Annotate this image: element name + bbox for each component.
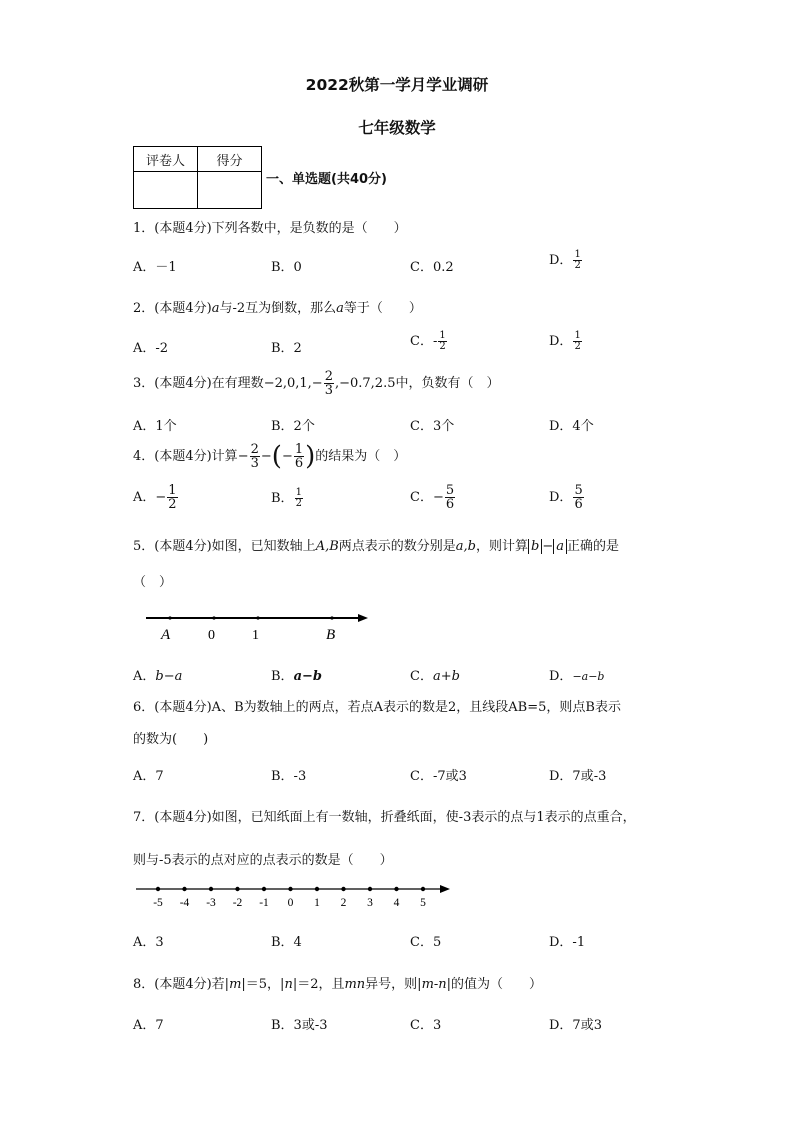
q4-option-c[interactable]: C．− $\frac{5}{6}$ <box>410 483 455 512</box>
label-a: A <box>161 627 171 643</box>
fraction: $\frac{5}{6}$ <box>445 483 455 512</box>
fraction: $\frac{1}{2}$ <box>168 483 177 512</box>
q5-option-a[interactable]: A．b−a <box>133 669 183 684</box>
q8-option-d[interactable]: D．7或3 <box>549 1018 602 1033</box>
tick-label: 0 <box>287 897 294 909</box>
question-8: 8．(本题4分)若|m|＝5，|n|＝2，且mn异号，则|m-n|的值为（ ） <box>133 977 543 992</box>
tick-label: -5 <box>153 897 163 909</box>
q7-option-c[interactable]: C．5 <box>410 935 442 950</box>
question-5-line2: （ ） <box>133 575 173 590</box>
axis-arrow-icon <box>358 614 368 622</box>
fraction: $\frac{1}{2}$ <box>439 330 446 352</box>
q8-option-b[interactable]: B．3或-3 <box>271 1018 328 1033</box>
q8-option-a[interactable]: A．7 <box>133 1018 164 1033</box>
label-b: B <box>326 627 336 643</box>
axis-arrow-icon <box>440 885 450 893</box>
number-line-q5 <box>140 604 380 644</box>
q2-option-d[interactable]: D． $\frac{1}{2}$ <box>549 330 581 352</box>
question-6: 6．(本题4分)A、B为数轴上的两点，若点A表示的数是2，且线段AB=5，则点B表示 <box>133 700 621 715</box>
q3-option-a[interactable]: A．1个 <box>133 419 177 434</box>
q5-option-b[interactable]: B．a−b <box>271 669 322 684</box>
tick-point <box>341 887 345 891</box>
fraction: $\frac{1}{6}$ <box>294 442 304 471</box>
tick-point-0 <box>212 616 215 619</box>
tick-label: 2 <box>340 897 347 909</box>
q1-option-c[interactable]: C．0.2 <box>410 260 454 275</box>
tick-point <box>156 887 160 891</box>
fraction: $\frac{1}{2}$ <box>295 487 302 509</box>
question-2: 2．(本题4分)a与-2互为倒数，那么a等于（ ） <box>133 301 422 316</box>
tick-label: 5 <box>420 897 426 909</box>
tick-point-b <box>330 616 333 619</box>
question-4: 4．(本题4分)计算− $\frac{2}{3}$ −(− $\frac{1}{6}$ )的结果为（ ） <box>133 441 407 472</box>
fraction: $\frac{5}{6}$ <box>574 483 583 512</box>
tick-point <box>235 887 239 891</box>
q6-option-d[interactable]: D．7或-3 <box>549 769 607 784</box>
tick-point <box>315 887 319 891</box>
q4-option-b[interactable]: B． $\frac{1}{2}$ <box>271 487 302 509</box>
question-5: 5．(本题4分)如图，已知数轴上A,B两点表示的数分别是a,b，则计算 b − a 正确的是 <box>133 539 620 554</box>
fraction: $\frac{2}{3}$ <box>324 369 333 398</box>
fraction: $\frac{1}{2}$ <box>574 249 581 271</box>
question-7-line2: 则与-5表示的点对应的点表示的数是（ ） <box>133 853 393 868</box>
tick-label: 1 <box>314 897 320 909</box>
score-table <box>133 146 262 209</box>
tick-label: -2 <box>232 897 243 909</box>
tick-group <box>153 887 426 909</box>
q5-option-c[interactable]: C．a+b <box>410 669 460 684</box>
q7-option-a[interactable]: A．3 <box>133 935 164 950</box>
q1-option-b[interactable]: B．0 <box>271 260 302 275</box>
q4-option-a[interactable]: A．− $\frac{1}{2}$ <box>133 483 177 512</box>
q1-option-d[interactable]: D． $\frac{1}{2}$ <box>549 249 581 271</box>
q7-option-b[interactable]: B．4 <box>271 935 302 950</box>
tick-point-a <box>168 616 171 619</box>
q6-option-c[interactable]: C．-7或3 <box>410 769 467 784</box>
number-line-q7 <box>134 880 456 910</box>
q8-option-c[interactable]: C．3 <box>410 1018 442 1033</box>
score-table-grader-cell[interactable] <box>134 172 198 209</box>
q2-option-a[interactable]: A．-2 <box>133 341 169 356</box>
tick-label: 4 <box>393 897 400 909</box>
q6-option-b[interactable]: B．-3 <box>271 769 307 784</box>
page-title: 2022秋第一学月学业调研 <box>305 76 489 94</box>
question-1: 1．(本题4分)下列各数中，是负数的是（ ） <box>133 221 407 236</box>
question-3: 3．(本题4分)在有理数−2,0,1,− $\frac{2}{3}$ ,−0.7,2.5中，负数有（ ） <box>133 369 500 398</box>
label-0: 0 <box>208 628 215 643</box>
label-1: 1 <box>252 628 259 643</box>
tick-point <box>368 887 372 891</box>
tick-label: -4 <box>179 897 190 909</box>
tick-point <box>262 887 266 891</box>
tick-point <box>209 887 213 891</box>
q1-option-a[interactable]: A．－1 <box>133 260 177 275</box>
q7-option-d[interactable]: D．-1 <box>549 935 586 950</box>
score-table-score-header: 得分 <box>198 147 262 172</box>
q4-option-d[interactable]: D． $\frac{5}{6}$ <box>549 483 583 512</box>
fraction: $\frac{1}{2}$ <box>574 330 581 352</box>
question-6-line2: 的数为( ) <box>133 732 209 747</box>
tick-point <box>288 887 292 891</box>
q3-option-c[interactable]: C．3个 <box>410 419 455 434</box>
tick-point-1 <box>256 616 259 619</box>
tick-point <box>182 887 186 891</box>
tick-label: -3 <box>206 897 216 909</box>
q3-option-b[interactable]: B．2个 <box>271 419 315 434</box>
tick-label: -1 <box>259 897 269 909</box>
question-7: 7．(本题4分)如图，已知纸面上有一数轴，折叠纸面，使-3表示的点与1表示的点重合， <box>133 810 636 825</box>
score-table-score-cell[interactable] <box>198 172 262 209</box>
tick-point <box>421 887 425 891</box>
q3-option-d[interactable]: D．4个 <box>549 419 594 434</box>
fraction: $\frac{2}{3}$ <box>250 442 259 471</box>
score-table-grader-header: 评卷人 <box>134 147 198 172</box>
tick-label: 3 <box>367 897 373 909</box>
q2-option-c[interactable]: C．- $\frac{1}{2}$ <box>410 330 446 352</box>
page-subtitle: 七年级数学 <box>358 119 436 137</box>
q6-option-a[interactable]: A．7 <box>133 769 164 784</box>
q5-option-d[interactable]: D．−a−b <box>549 669 605 684</box>
tick-point <box>394 887 398 891</box>
section-title: 一、单选题(共40分) <box>266 172 387 187</box>
q2-option-b[interactable]: B．2 <box>271 341 302 356</box>
